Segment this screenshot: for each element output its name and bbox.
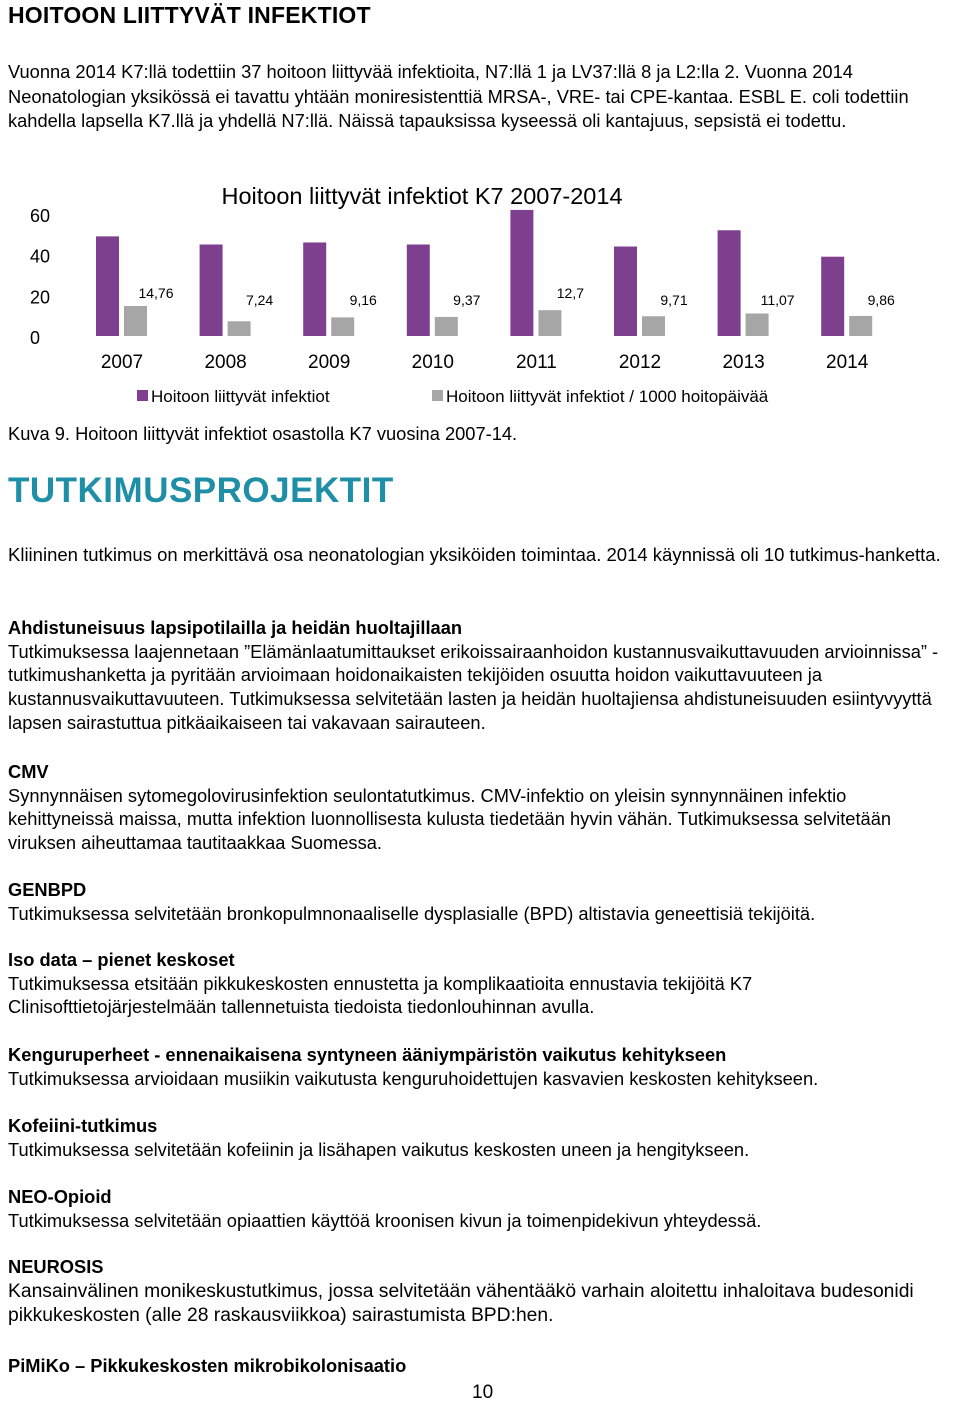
chart-title: Hoitoon liittyvät infektiot K7 2007-2014 [221,183,623,209]
y-tick-label: 40 [30,246,51,267]
infections-bar-chart [0,172,960,417]
x-tick-label: 2011 [515,352,557,373]
project-text: Synnynnäisen sytomegolovirusinfektion seulontatutkimus. CMV-infektio on yleisin synnynnäinen infektio kehittyneissä maissa, mutta infektion luonnollisesta kulusta tiedetään hyvin vähän. Tutkimuksessa selvitetään viruksen aiheuttamaa tautitaakkaa Suomessa. [8,784,892,854]
x-tick-label: 2010 [411,352,454,373]
x-tick-label: 2014 [826,352,869,373]
project-title: GENBPD [8,879,87,900]
section-intro: Kliininen tutkimus on merkittävä osa neonatologian yksiköiden toimintaa. 2014 käynnissä oli 10 tutkimus-hanketta. [8,544,941,565]
project-neo-opioid [8,1185,953,1232]
x-tick-label: 2008 [204,352,247,373]
project-title: Ahdistuneisuus lapsipotilailla ja heidän huoltajillaan [8,617,463,638]
legend-swatch-per-1000 [432,390,443,401]
y-tick-label: 60 [30,206,51,226]
project-cmv [8,760,953,855]
legend-swatch-infections [137,390,148,401]
bar-infections-per-1000 [538,310,561,336]
y-tick-label: 0 [30,328,41,348]
x-tick-label: 2007 [100,352,144,373]
bar-infections-per-1000 [642,316,665,336]
bar-infections-per-1000 [124,306,147,336]
project-iso-data [8,948,953,1019]
bar-infections [96,236,119,336]
project-anxiety [8,616,953,735]
data-label: 11,07 [760,292,795,308]
project-text: Tutkimuksessa laajennetaan ”Elämänlaatumittaukset erikoissairaanhoidon kustannusvaikuttavuuden arvioinnissa” -tutkimushanketta ja pyritään arvioimaan hoidonaikaisten tekijöiden osuutta hoidon vaikuttavuuteen ja kustannusvaikuttavuuteen. Tutkimuksessa selvitetään lasten ja heidän huoltajiensa ahdistuneisuuden esiintyvyyttä lapsen sairastuttua pitkäaikaiseen tai vakavaan sairauteen. [8,640,939,733]
project-text: Kansainvälinen monikeskustutkimus, jossa selvitetään vähentääkö varhain aloitettu inhaloitava budesonidi pikkukeskosten (alle 28 raskausviikkoa) sairastumista BPD:hen. [8,1280,914,1326]
data-label: 9,71 [660,292,688,308]
project-title: Kofeiini-tutkimus [8,1115,158,1136]
page-number: 10 [472,1382,494,1403]
bar-infections [303,242,326,336]
project-text: Tutkimuksessa selvitetään kofeiinin ja lisähapen vaikutus keskosten uneen ja hengitykseen. [8,1138,750,1160]
page-heading: HOITOON LIITTYVÄT INFEKTIOT [8,2,371,28]
data-label: 14,76 [138,285,174,301]
bar-infections-per-1000 [228,321,251,336]
bar-infections [407,245,430,337]
project-neurosis [8,1255,953,1329]
bar-infections-per-1000 [435,317,458,336]
bar-infections [821,257,844,336]
bar-infections [200,245,223,337]
data-label: 12,7 [556,285,585,301]
project-text: Tutkimuksessa etsitään pikkukeskosten ennustetta ja komplikaatioita ennustavia tekijöitä K7 Clinisofttietojärjestelmään tallennetuista tiedoista tiedonlouhinnan avulla. [8,972,753,1018]
bar-infections-per-1000 [849,316,872,336]
project-kofeiini [8,1114,953,1161]
project-text: Tutkimuksessa arvioidaan musiikin vaikutusta kenguruhoidettujen kasvavien keskosten kehitykseen. [8,1067,819,1089]
project-title: PiMiKo – Pikkukeskosten mikrobikolonisaatio [8,1355,407,1376]
project-title: NEUROSIS [8,1256,104,1277]
project-title: NEO-Opioid [8,1186,112,1207]
project-text: Tutkimuksessa selvitetään bronkopulmnonaaliselle dysplasialle (BPD) altistavia geneettisiä tekijöitä. [8,902,816,924]
y-tick-label: 20 [30,287,51,308]
project-pimiko [8,1354,953,1378]
bar-infections [510,210,533,336]
project-kenguru [8,1043,953,1090]
bar-infections [718,230,741,336]
bar-infections-per-1000 [331,317,354,336]
project-title: Kenguruperheet - ennenaikaisena syntyneen ääniympäristön vaikutus kehitykseen [8,1044,727,1065]
data-label: 9,37 [453,292,481,308]
bar-infections-per-1000 [746,313,769,336]
project-genbpd [8,878,953,925]
project-title: Iso data – pienet keskoset [8,949,235,970]
x-tick-label: 2009 [308,352,351,373]
data-label: 9,16 [349,292,377,308]
legend-label-per-1000: Hoitoon liittyvät infektiot / 1000 hoitopäivää [446,387,769,406]
project-text: Tutkimuksessa selvitetään opiaattien käyttöä kroonisen kivun ja toimenpidekivun yhteydessä. [8,1209,762,1231]
x-tick-label: 2012 [618,352,662,373]
section-title: TUTKIMUSPROJEKTIT [8,471,394,510]
data-label: 9,86 [867,292,895,308]
project-title: CMV [8,761,49,782]
bar-infections [614,247,637,336]
legend-label-infections: Hoitoon liittyvät infektiot [151,387,330,406]
intro-paragraph: Vuonna 2014 K7:llä todettiin 37 hoitoon liittyvää infektioita, N7:llä 1 ja LV37:llä 8 ja L2:lla 2. Vuonna 2014 Neonatologian yksikössä ei tavattu yhtään moniresistenttiä MRSA-, VRE- tai CPE-kantaa. ESBL E. coli todettiin kahdella lapsella K7.llä ja yhdellä N7:llä. Näissä tapauksissa kyseessä oli kantajuus, sepsistä ei todettu. [8,61,909,131]
data-label: 7,24 [245,292,274,308]
figure-caption: Kuva 9. Hoitoon liittyvät infektiot osastolla K7 vuosina 2007-14. [8,423,518,444]
x-tick-label: 2013 [722,352,765,373]
